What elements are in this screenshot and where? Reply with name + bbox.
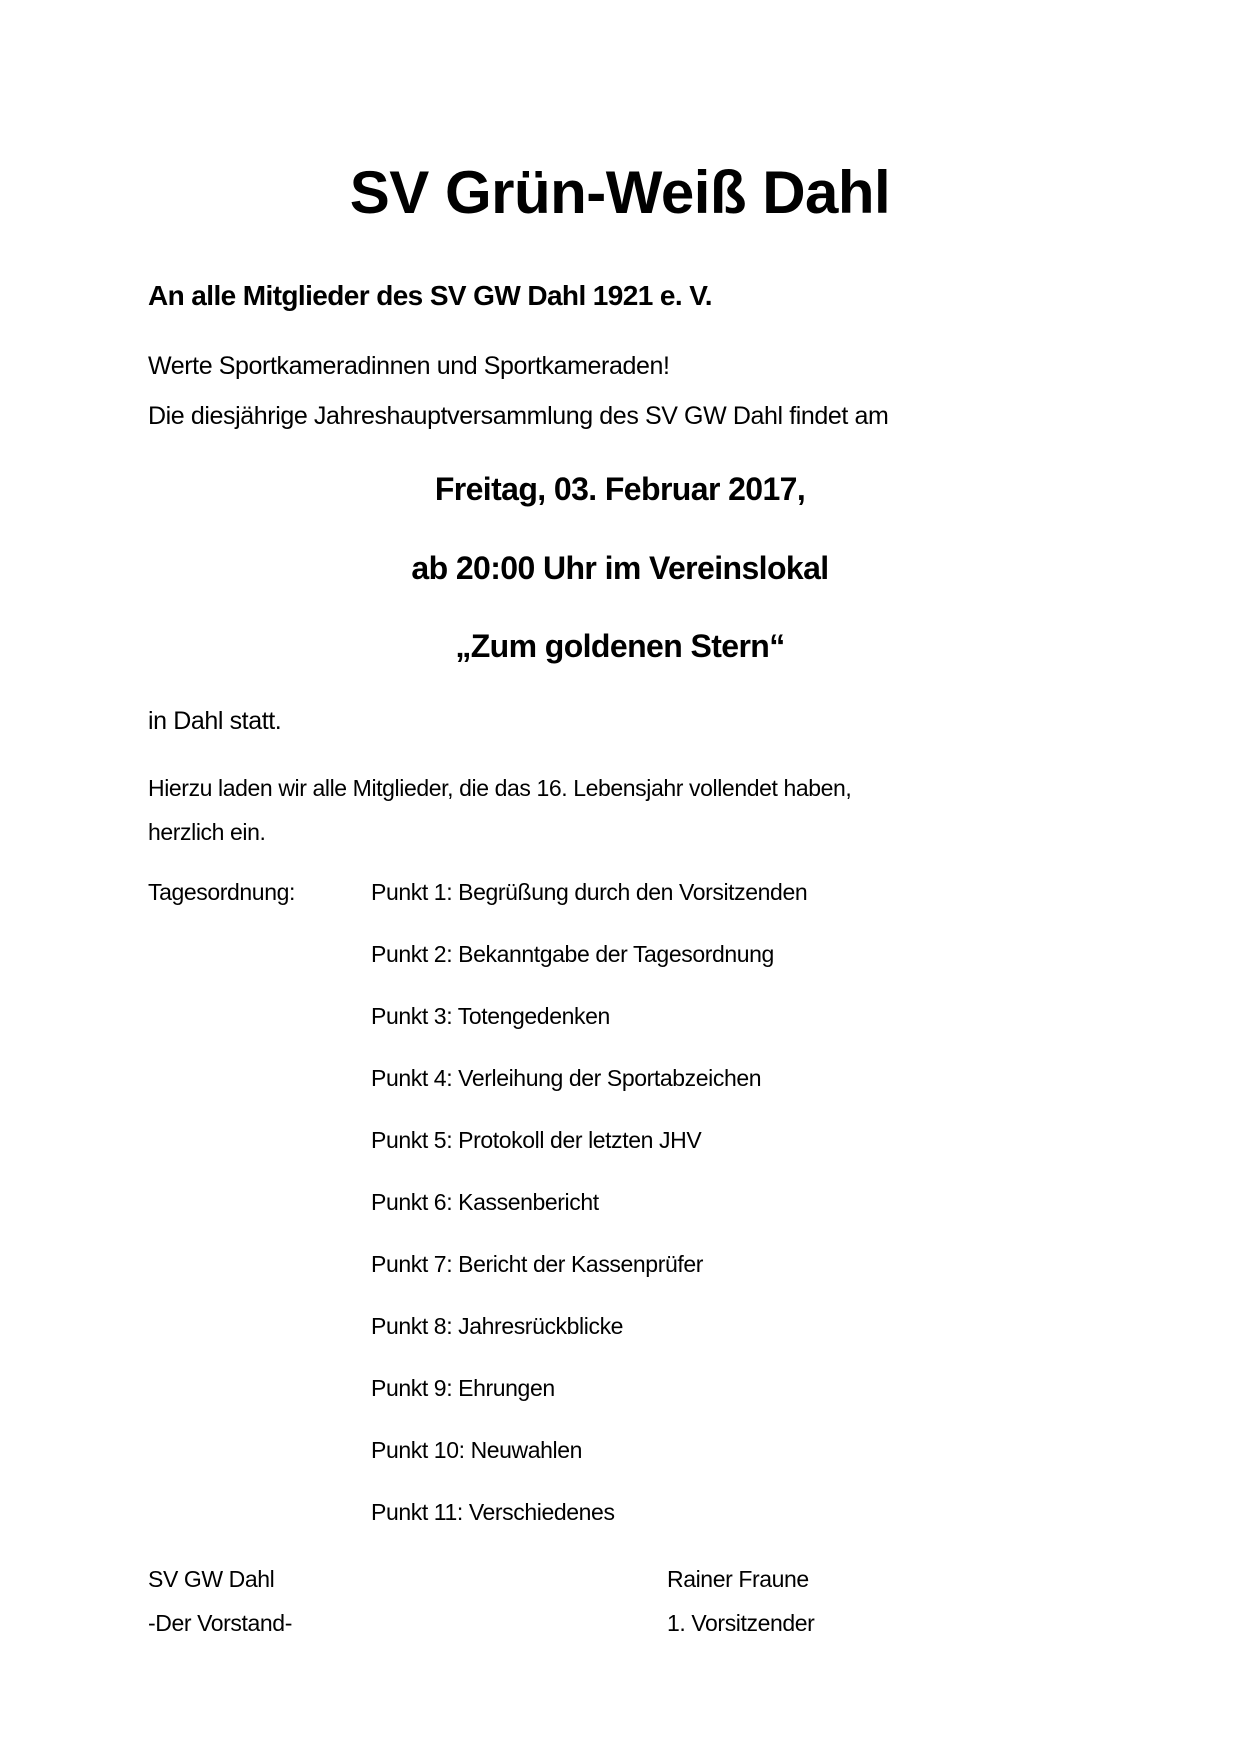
signature-person [667, 1557, 814, 1645]
agenda-item: Punkt 2: Bekanntgabe der Tagesordnung [371, 941, 774, 967]
event-date: Freitag, 03. Februar 2017, [434, 471, 806, 507]
agenda-item: Punkt 1: Begrüßung durch den Vorsitzenden [371, 879, 808, 905]
event-time: ab 20:00 Uhr im Vereinslokal [411, 550, 829, 586]
agenda-item: Punkt 8: Jahresrückblicke [371, 1313, 624, 1339]
document-title: SV Grün-Weiß Dahl [349, 159, 891, 226]
signature-org-role: -Der Vorstand- [148, 1610, 292, 1636]
agenda-label: Tagesordnung: [148, 879, 295, 905]
greeting-text: Werte Sportkameradinnen und Sportkameraden! [148, 352, 670, 380]
agenda-item: Punkt 9: Ehrungen [371, 1375, 555, 1401]
addressee-heading: An alle Mitglieder des SV GW Dahl 1921 e. V. [148, 280, 712, 311]
event-place: in Dahl statt. [148, 707, 282, 735]
agenda-item: Punkt 4: Verleihung der Sportabzeichen [371, 1065, 762, 1091]
signature-organization [148, 1557, 292, 1645]
agenda-item: Punkt 6: Kassenbericht [371, 1189, 599, 1215]
agenda-item: Punkt 7: Bericht der Kassenprüfer [371, 1251, 703, 1277]
agenda-item: Punkt 5: Protokoll der letzten JHV [371, 1127, 702, 1153]
signature-org-name: SV GW Dahl [148, 1566, 275, 1592]
invitation-line-2: herzlich ein. [148, 819, 266, 845]
intro-text: Die diesjährige Jahreshauptversammlung des SV GW Dahl findet am [148, 402, 889, 430]
event-venue: „Zum goldenen Stern“ [455, 628, 785, 664]
agenda-list [371, 875, 807, 1557]
signature-person-name: Rainer Fraune [667, 1566, 809, 1592]
invitation-line-1: Hierzu laden wir alle Mitglieder, die das 16. Lebensjahr vollendet haben, [148, 775, 852, 801]
signature-person-role: 1. Vorsitzender [667, 1610, 815, 1636]
agenda-item: Punkt 11: Verschiedenes [371, 1499, 615, 1525]
agenda-item: Punkt 10: Neuwahlen [371, 1437, 583, 1463]
agenda-item: Punkt 3: Totengedenken [371, 1003, 610, 1029]
